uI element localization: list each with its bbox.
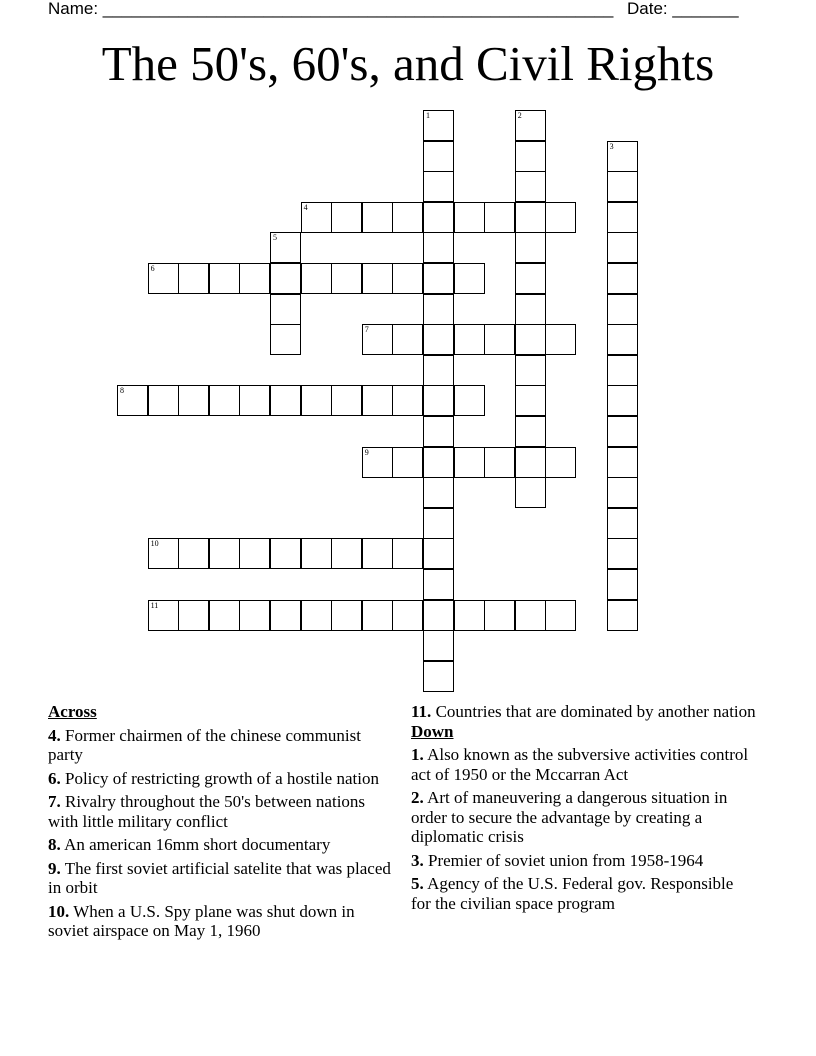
crossword-cell[interactable]: [178, 538, 209, 569]
clue-across-6: 6. Policy of restricting growth of a hostile nation: [48, 768, 379, 788]
crossword-cell[interactable]: [392, 202, 423, 233]
crossword-cell[interactable]: [607, 324, 638, 355]
crossword-cell[interactable]: [515, 477, 546, 508]
crossword-cell[interactable]: [362, 600, 393, 631]
crossword-cell[interactable]: [392, 324, 423, 355]
crossword-cell[interactable]: [607, 477, 638, 508]
crossword-cell[interactable]: [209, 538, 240, 569]
crossword-cell[interactable]: [607, 600, 638, 631]
clue-across-7: 7. Rivalry throughout the 50's between nations with little military conflict: [48, 792, 366, 831]
crossword-cell[interactable]: [301, 385, 332, 416]
crossword-cell[interactable]: [392, 263, 423, 294]
crossword-cell[interactable]: [454, 263, 485, 294]
crossword-cell[interactable]: [454, 447, 485, 478]
clues-column-left: [48, 702, 393, 945]
crossword-cell[interactable]: [239, 385, 270, 416]
crossword-cell[interactable]: [423, 538, 454, 569]
crossword-cell[interactable]: [239, 263, 270, 294]
down-heading: Down: [411, 721, 454, 741]
crossword-cell[interactable]: [423, 355, 454, 386]
crossword-cell[interactable]: [423, 661, 454, 692]
crossword-cell[interactable]: [270, 324, 301, 355]
crossword-cell[interactable]: [515, 110, 546, 141]
crossword-cell[interactable]: [301, 538, 332, 569]
crossword-cell[interactable]: [209, 385, 240, 416]
crossword-cell[interactable]: [454, 202, 485, 233]
crossword-cell[interactable]: [270, 385, 301, 416]
crossword-cell[interactable]: [362, 202, 393, 233]
crossword-cell[interactable]: [607, 294, 638, 325]
crossword-cell[interactable]: [392, 600, 423, 631]
crossword-cell[interactable]: [515, 600, 546, 631]
crossword-cell[interactable]: [301, 600, 332, 631]
crossword-cell[interactable]: [545, 600, 576, 631]
clue-across-4: 4. Former chairmen of the chinese communist party: [48, 725, 361, 764]
crossword-cell[interactable]: [423, 416, 454, 447]
clue-down-1: 1. Also known as the subversive activities control act of 1950 or the Mccarran Act: [411, 745, 749, 784]
crossword-cell[interactable]: [362, 324, 393, 355]
clue-number: 4: [303, 202, 308, 212]
crossword-cell[interactable]: [515, 263, 546, 294]
crossword-cell[interactable]: [270, 294, 301, 325]
crossword-cell[interactable]: [423, 202, 454, 233]
clue-across-9: 9. The first soviet artificial satelite that was placed in orbit: [48, 858, 391, 897]
crossword-cell[interactable]: [515, 202, 546, 233]
crossword-cell[interactable]: [331, 202, 362, 233]
crossword-cell[interactable]: [301, 263, 332, 294]
clue-number: 10: [150, 539, 159, 549]
crossword-cell[interactable]: [331, 538, 362, 569]
crossword-cell[interactable]: [607, 263, 638, 294]
clue-down-5: 5. Agency of the U.S. Federal gov. Responsible for the civilian space program: [411, 874, 734, 913]
crossword-cell[interactable]: [423, 447, 454, 478]
clue-across-8: 8. An american 16mm short documentary: [48, 835, 331, 854]
clue-number: 11: [150, 600, 159, 610]
crossword-cell[interactable]: [148, 263, 179, 294]
crossword-cell[interactable]: [331, 600, 362, 631]
crossword-cell[interactable]: [454, 600, 485, 631]
clue-number: 6: [150, 264, 155, 273]
crossword-cell[interactable]: [484, 447, 515, 478]
across-heading: Across: [48, 702, 97, 721]
crossword-cell[interactable]: [607, 141, 638, 172]
crossword-cell[interactable]: [515, 232, 546, 263]
crossword-cell[interactable]: [331, 263, 362, 294]
crossword-cell[interactable]: [454, 324, 485, 355]
crossword-cell[interactable]: [178, 263, 209, 294]
crossword-cell[interactable]: [607, 202, 638, 233]
crossword-cell[interactable]: [423, 569, 454, 600]
crossword-cell[interactable]: [545, 447, 576, 478]
crossword-cell[interactable]: [148, 600, 179, 631]
crossword-cell[interactable]: [484, 324, 515, 355]
crossword-cell[interactable]: [515, 141, 546, 172]
crossword-cell[interactable]: [607, 171, 638, 202]
name-field-label: Name: ______________________________________________________: [48, 0, 614, 18]
crossword-cell[interactable]: [362, 385, 393, 416]
clue-down-2: 2. Art of maneuvering a dangerous situation in order to secure the advantage by creating a diplomatic crisis: [411, 788, 728, 846]
crossword-cell[interactable]: [607, 447, 638, 478]
crossword-cell[interactable]: [545, 202, 576, 233]
crossword-cell[interactable]: [239, 538, 270, 569]
crossword-cell[interactable]: [423, 141, 454, 172]
crossword-cell[interactable]: [423, 263, 454, 294]
clue-down-3: 3. Premier of soviet union from 1958-1964: [411, 850, 704, 870]
crossword-cell[interactable]: [362, 447, 393, 478]
crossword-cell[interactable]: [484, 202, 515, 233]
clue-number: 9: [364, 447, 369, 457]
crossword-cell[interactable]: [392, 385, 423, 416]
crossword-cell[interactable]: [454, 385, 485, 416]
clue-number: 5: [273, 233, 277, 243]
clue-number: 3: [609, 141, 614, 151]
crossword-cell[interactable]: [515, 447, 546, 478]
crossword-cell[interactable]: [423, 171, 454, 202]
crossword-cell[interactable]: [423, 477, 454, 508]
crossword-cell[interactable]: [423, 232, 454, 263]
crossword-cell[interactable]: [423, 508, 454, 539]
crossword-cell[interactable]: [301, 202, 332, 233]
crossword-cell[interactable]: [178, 600, 209, 631]
crossword-cell[interactable]: [515, 294, 546, 325]
crossword-cell[interactable]: [607, 355, 638, 386]
clues-column-right: [411, 702, 756, 917]
crossword-cell[interactable]: [117, 385, 148, 416]
clue-across-10: 10. When a U.S. Spy plane was shut down in soviet airspace on May 1, 1960: [48, 901, 355, 940]
crossword-cell[interactable]: [270, 263, 301, 294]
clue-number: 8: [120, 386, 124, 396]
crossword-cell[interactable]: [392, 447, 423, 478]
crossword-cell[interactable]: [515, 171, 546, 202]
crossword-cell[interactable]: [423, 110, 454, 141]
crossword-cell[interactable]: [607, 538, 638, 569]
crossword-cell[interactable]: [209, 263, 240, 294]
crossword-cell[interactable]: [607, 508, 638, 539]
crossword-cell[interactable]: [515, 416, 546, 447]
crossword-cell[interactable]: [423, 294, 454, 325]
crossword-cell[interactable]: [607, 416, 638, 447]
page-title: The 50's, 60's, and Civil Rights: [101, 36, 715, 91]
crossword-cell[interactable]: [362, 263, 393, 294]
crossword-cell[interactable]: [423, 600, 454, 631]
crossword-cell[interactable]: [270, 600, 301, 631]
crossword-cell[interactable]: [270, 538, 301, 569]
date-field-label: Date: _______: [627, 0, 739, 18]
crossword-cell[interactable]: [515, 355, 546, 386]
crossword-cell[interactable]: [515, 385, 546, 416]
crossword-cell[interactable]: [362, 538, 393, 569]
crossword-cell[interactable]: [209, 600, 240, 631]
clue-number: 7: [364, 325, 369, 335]
crossword-cell[interactable]: [423, 324, 454, 355]
crossword-cell[interactable]: [423, 385, 454, 416]
crossword-cell[interactable]: [392, 538, 423, 569]
crossword-cell[interactable]: [607, 232, 638, 263]
crossword-cell[interactable]: [545, 324, 576, 355]
crossword-cell[interactable]: [423, 630, 454, 661]
crossword-cell[interactable]: [515, 324, 546, 355]
crossword-cell[interactable]: [484, 600, 515, 631]
clue-number: 1: [426, 111, 430, 120]
clue-number: 2: [517, 111, 522, 120]
crossword-cell[interactable]: [607, 385, 638, 416]
crossword-cell[interactable]: [270, 232, 301, 263]
crossword-cell[interactable]: [148, 538, 179, 569]
crossword-cell[interactable]: [239, 600, 270, 631]
crossword-cell[interactable]: [607, 569, 638, 600]
crossword-cell[interactable]: [331, 385, 362, 416]
crossword-cell[interactable]: [148, 385, 179, 416]
crossword-cell[interactable]: [178, 385, 209, 416]
clue-across-11: 11. Countries that are dominated by another nation: [411, 702, 756, 721]
